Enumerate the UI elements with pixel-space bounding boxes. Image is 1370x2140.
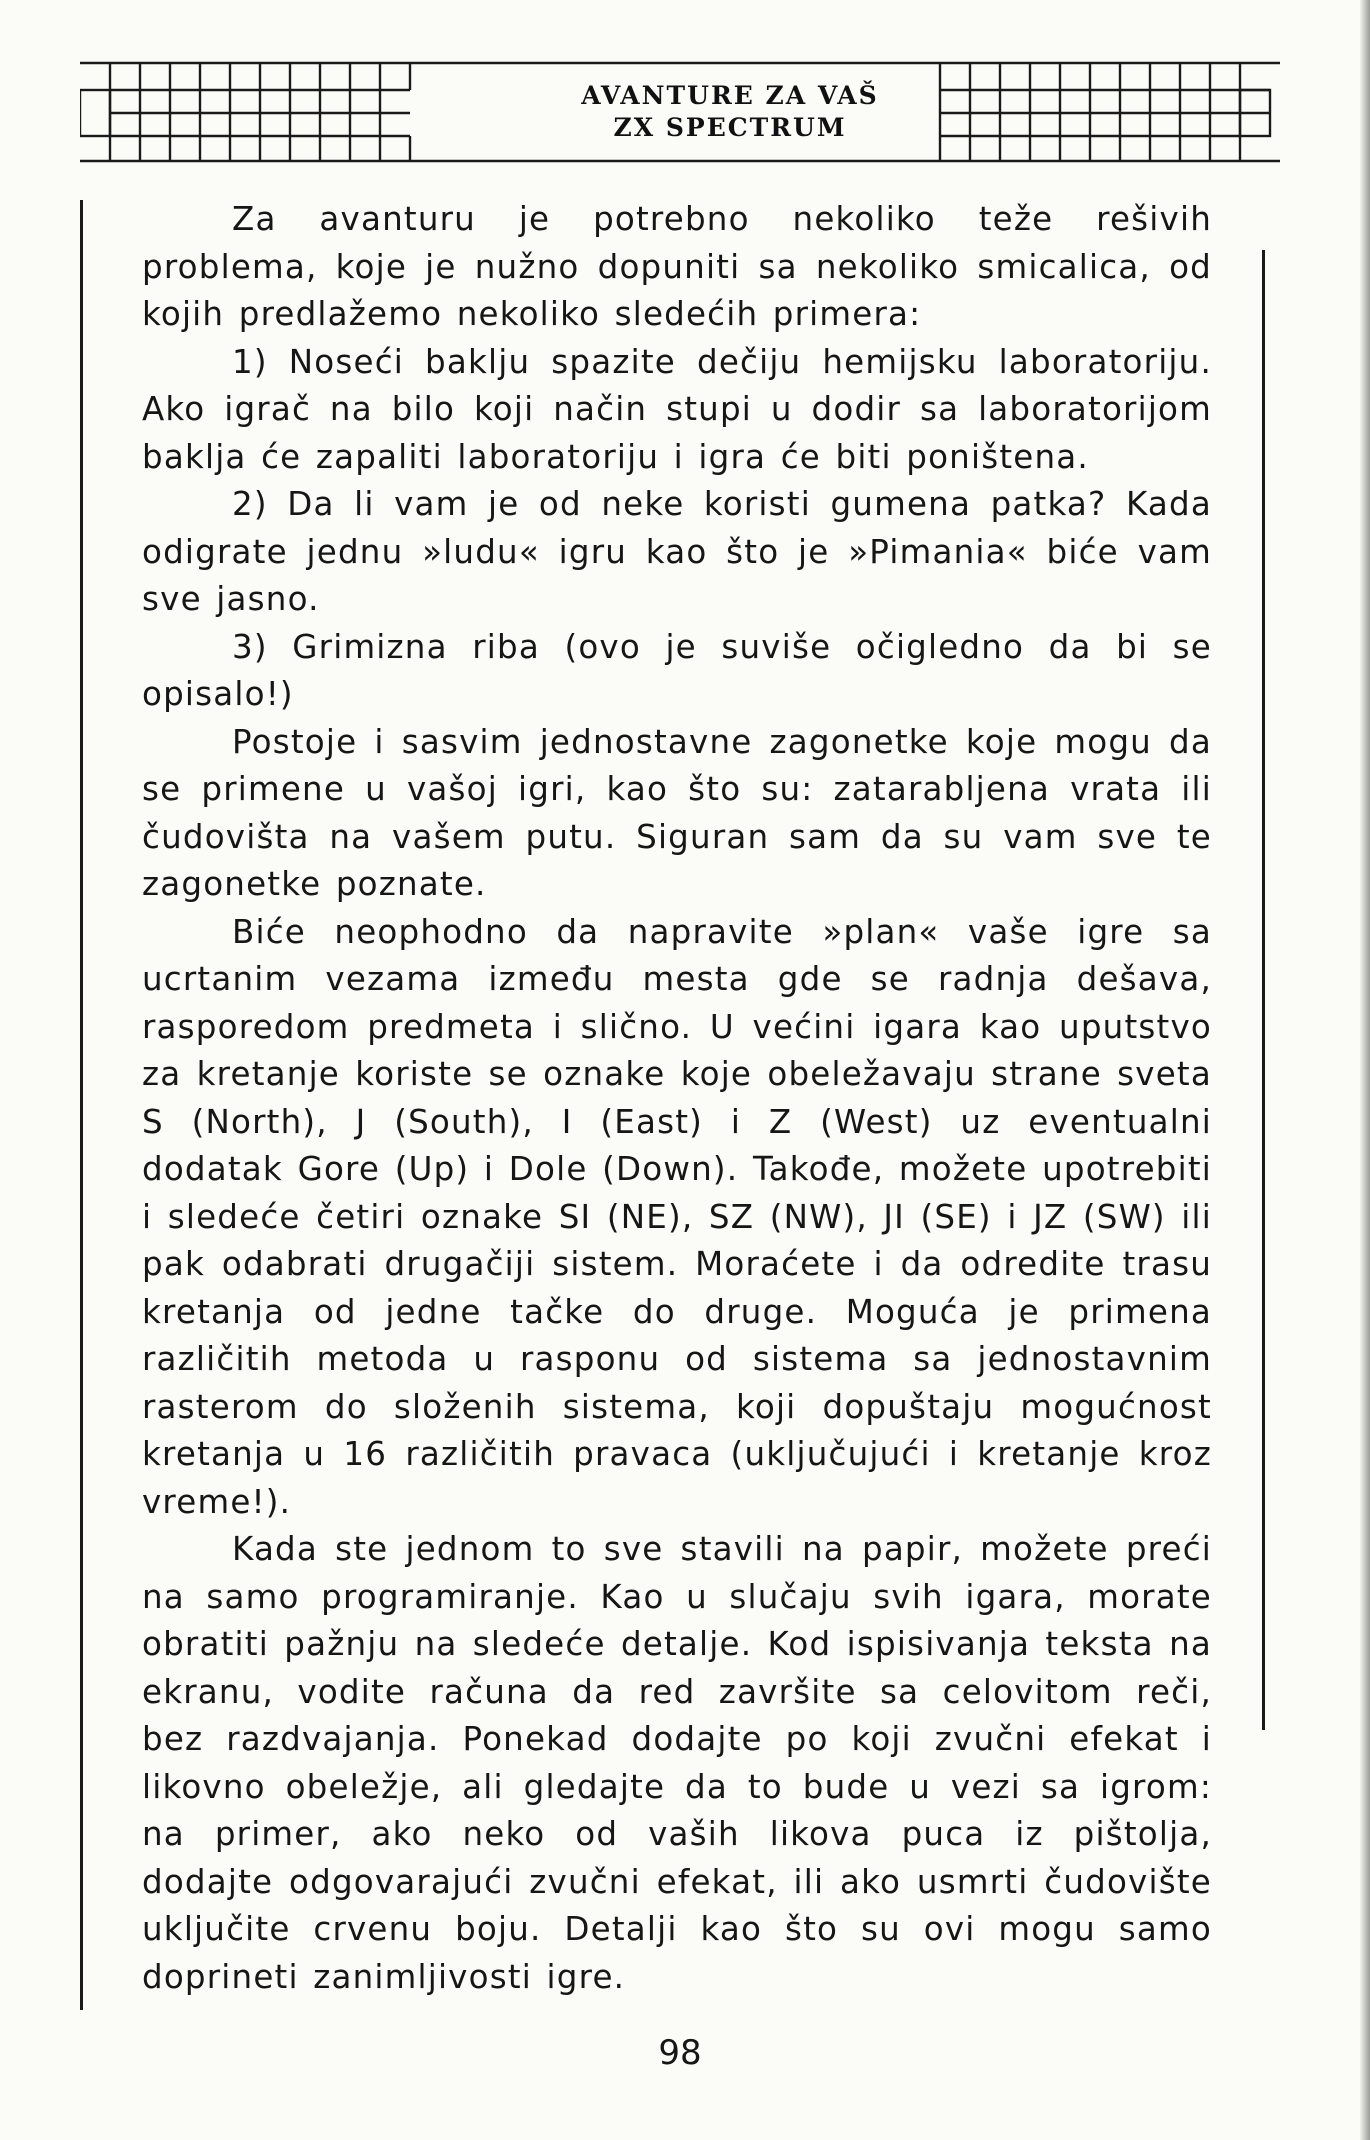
paragraph-2: 1) Noseći baklju spazite dečiju hemijsku laboratoriju. Ako igrač na bilo koji način stupi u dodir sa laboratorijom baklja će zapaliti laboratoriju i igra će biti poništena.: [142, 342, 1212, 476]
paragraph-4: 3) Grimizna riba (ovo je suviše očigledno da bi se opisalo!): [142, 627, 1212, 713]
paragraph-3: 2) Da li vam je od neke koristi gumena patka? Kada odigrate jednu »ludu« igru kao što je »Pimania« biće vam sve jasno.: [142, 485, 1212, 618]
header-title-line-2: ZX SPECTRUM: [613, 113, 847, 142]
page-number: 98: [658, 2033, 702, 2073]
header-title: [480, 80, 980, 144]
body-text: [142, 196, 1212, 2001]
header-title-line-1: AVANTURE ZA VAŠ: [581, 81, 879, 110]
paragraph-5: Postoje i sasvim jednostavne zagonetke koje mogu da se primene u vašoj igri, kao što su: zatarabljena vrata ili čudovišta na vašem putu. Siguran sam da su vam sve te zagonetke poznate.: [142, 722, 1212, 903]
paragraph-7: Kada ste jednom to sve stavili na papir, možete preći na samo programiranje. Kao u slučaju svih igara, morate obratiti pažnju na sledeće detalje. Kod ispisivanja teksta na ekranu, vodite računa da red završite sa celovitom reči, bez razdvajanja. Ponekad dodajte po koji zvučni efekat i likovno obeležje, ali gledajte da to bude u vezi sa igrom: na primer, ako neko od vaših likova puca iz pištolja, dodajte odgovarajući zvučni efekat, ili ako usmrti čudovište uključite crvenu boju. Detalji kao što su ovi mogu samo doprineti zanimljivosti igre.: [142, 1530, 1212, 1996]
page-edge-shadow: [1360, 0, 1370, 2140]
paragraph-1: Za avanturu je potrebno nekoliko teže rešivih problema, koje je nužno dopuniti sa nekoliko smicalica, od kojih predlažemo nekoliko sledećih primera:: [142, 200, 1212, 333]
paragraph-6: Biće neophodno da napravite »plan« vaše igre sa ucrtanim vezama između mesta gde se radnja dešava, rasporedom predmeta i slično. U većini igara kao uputstvo za kretanje koriste se oznake koje obeležavaju strane sveta S (North), J (South), I (East) i Z (West) uz eventualni dodatak Gore (Up) i Dole (Down). Takođe, možete upotrebiti i sledeće četiri oznake SI (NE), SZ (NW), JI (SE) i JZ (SW) ili pak odabrati drugačiji sistem. Moraćete i da odredite trasu kretanja od jedne tačke do druge. Moguća je primena različitih metoda u rasponu od sistema sa jednostavnim rasterom do složenih sistema, koji dopuštaju mogućnost kretanja u 16 različitih pravaca (uključujući i kretanje kroz vreme!).: [142, 912, 1212, 1521]
chapter-header: [80, 58, 1280, 168]
right-margin-rule: [1262, 250, 1265, 1730]
left-margin-rule: [80, 200, 83, 2010]
